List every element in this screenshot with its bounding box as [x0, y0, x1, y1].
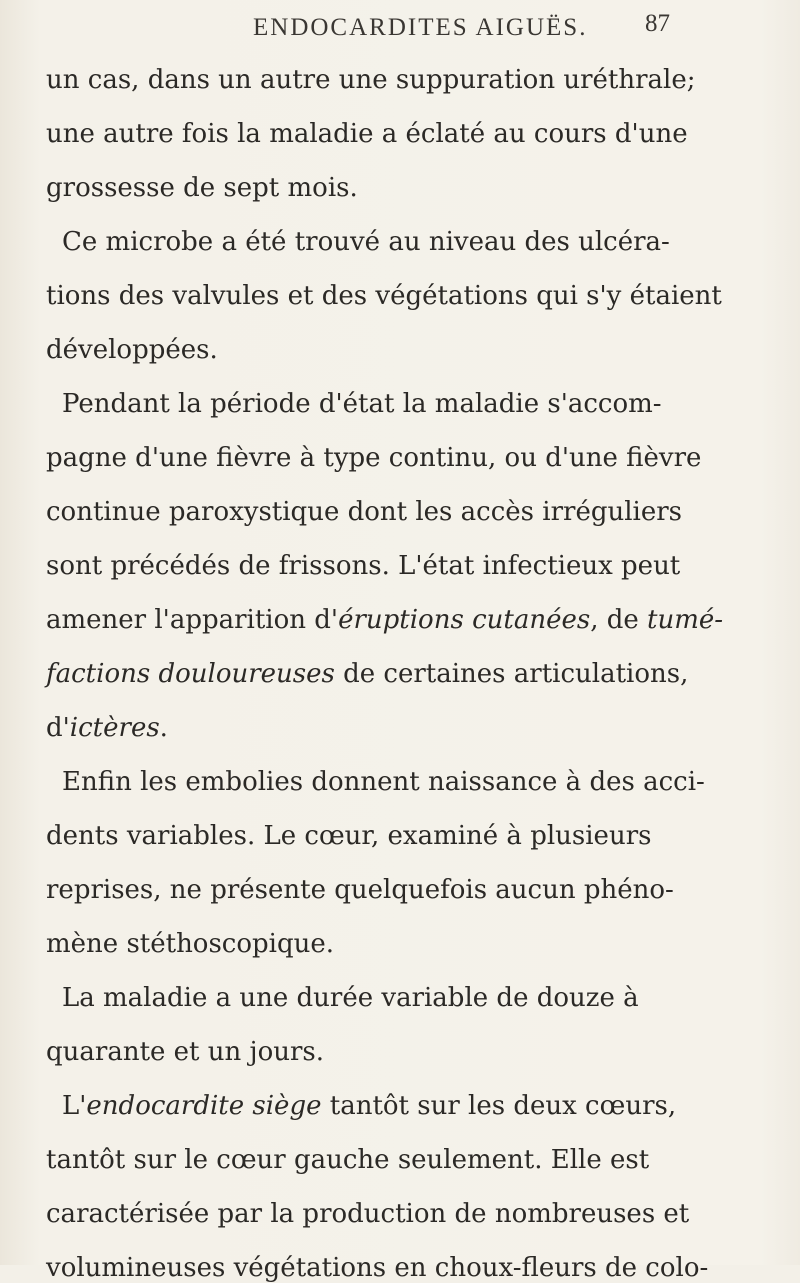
text-line-23: volumineuses végétations en choux-fleurs de colo-: [46, 1253, 709, 1283]
text-line-16: reprises, ne présente quelquefois aucun phéno-: [46, 875, 674, 905]
text-line-3: grossesse de sept mois.: [46, 173, 358, 203]
text-line-4: Ce microbe a été trouvé au niveau des ulcéra-: [62, 227, 670, 257]
text-line-20: L'endocardite siège tantôt sur les deux cœurs,: [62, 1091, 677, 1121]
page-number: 87: [645, 10, 670, 37]
text-line-13: d'ictères.: [46, 713, 168, 743]
text-line-15: dents variables. Le cœur, examiné à plusieurs: [46, 821, 652, 851]
text-line-22: caractérisée par la production de nombreuses et: [46, 1199, 690, 1229]
text-line-18: La maladie a une durée variable de douze à: [62, 983, 639, 1013]
italic-term: endocardite siège: [86, 1091, 322, 1121]
text-line-7: Pendant la période d'état la maladie s'accom-: [62, 389, 662, 419]
text-line-10: sont précédés de frissons. L'état infectieux peut: [46, 551, 681, 581]
text-line-2: une autre fois la maladie a éclaté au cours d'une: [46, 119, 688, 149]
italic-term: ictères: [69, 713, 160, 743]
text-line-1: un cas, dans un autre une suppuration uréthrale;: [46, 65, 696, 95]
text-line-5: tions des valvules et des végétations qui s'y étaient: [46, 281, 722, 311]
italic-term: factions douloureuses: [46, 659, 335, 689]
text-line-17: mène stéthoscopique.: [46, 929, 335, 959]
text-line-6: développées.: [46, 335, 218, 365]
text-line-9: continue paroxystique dont les accès irréguliers: [46, 497, 683, 527]
text-line-14: Enfin les embolies donnent naissance à des acci-: [62, 767, 705, 797]
text-line-19: quarante et un jours.: [46, 1037, 325, 1067]
italic-term: éruptions cutanées: [338, 605, 591, 635]
text-line-21: tantôt sur le cœur gauche seulement. Elle est: [46, 1145, 650, 1175]
text-line-8: pagne d'une fièvre à type continu, ou d'une fièvre: [46, 443, 702, 473]
italic-term: tumé-: [647, 605, 724, 635]
text-line-12: factions douloureuses de certaines articulations,: [46, 659, 689, 689]
running-title: ENDOCARDITES AIGUËS.: [253, 14, 588, 41]
text-line-11: amener l'apparition d'éruptions cutanées, de tumé-: [46, 605, 724, 635]
